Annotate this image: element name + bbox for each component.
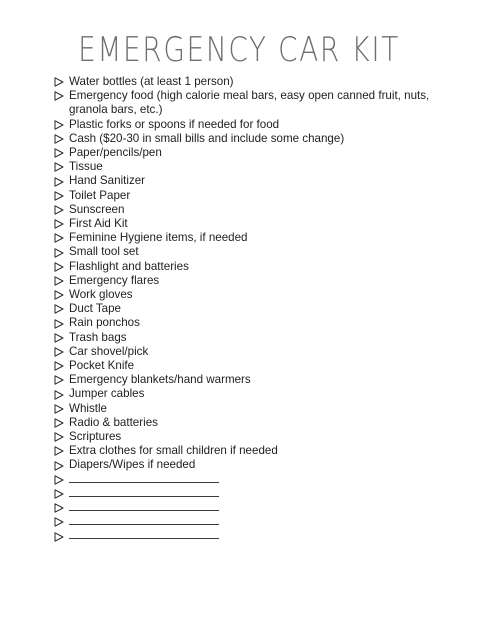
list-item [54,331,434,345]
blank-write-in-line[interactable] [69,501,219,511]
list-item-text: Work gloves [69,288,133,302]
list-item [54,231,434,245]
list-item [54,174,434,188]
list-item [54,189,434,203]
list-item-text: Scriptures [69,430,122,444]
triangle-bullet-icon [54,160,69,174]
triangle-bullet-icon [54,302,69,316]
triangle-bullet-icon [54,203,69,217]
triangle-bullet-icon [54,75,69,89]
list-item [54,359,434,373]
list-item [54,402,434,416]
triangle-bullet-icon [54,359,69,373]
list-item-text: Radio & batteries [69,415,158,429]
triangle-bullet-icon [54,174,69,188]
list-item [54,245,434,259]
blank-write-in-line[interactable] [69,515,219,525]
blank-list-item [54,473,434,487]
triangle-bullet-icon [54,416,69,430]
list-item-text: Emergency food (high calorie meal bars, easy open canned fruit, nuts, granola bars, etc.) [69,89,430,117]
triangle-bullet-icon [54,487,69,501]
list-item [54,75,434,89]
list-item [54,416,434,430]
triangle-bullet-icon [54,288,69,302]
triangle-bullet-icon [54,387,69,401]
list-item [54,373,434,387]
triangle-bullet-icon [54,373,69,387]
list-item [54,260,434,274]
list-item [54,430,434,444]
list-item [54,217,434,231]
triangle-bullet-icon [54,444,69,458]
list-item-text: Car shovel/pick [69,344,149,358]
triangle-bullet-icon [54,515,69,529]
page-title: EMERGENCY CAR KIT [78,30,400,70]
list-item-text: Flashlight and batteries [69,259,189,273]
list-item [54,316,434,330]
checklist [54,75,434,544]
blank-list-item [54,529,434,543]
list-item-text: Water bottles (at least 1 person) [69,75,234,88]
triangle-bullet-icon [54,402,69,416]
list-item-text: Emergency flares [69,273,160,287]
list-item-text: Whistle [69,401,108,415]
list-item-text: Plastic forks or spoons if needed for food [69,117,280,131]
list-item-text: Trash bags [69,330,127,344]
blank-list-item [54,487,434,501]
list-item [54,458,434,472]
blank-write-in-line[interactable] [69,487,219,497]
triangle-bullet-icon [54,189,69,203]
list-item [54,288,434,302]
list-item-text: Small tool set [69,245,139,259]
blank-list-item [54,501,434,515]
list-item [54,302,434,316]
list-item [54,118,434,132]
triangle-bullet-icon [54,458,69,472]
triangle-bullet-icon [54,231,69,245]
list-item [54,160,434,174]
list-item [54,203,434,217]
list-item-text: Diapers/Wipes if needed [69,458,196,472]
list-item [54,387,434,401]
list-item-text: Pocket Knife [69,359,135,373]
triangle-bullet-icon [54,132,69,146]
triangle-bullet-icon [54,118,69,132]
triangle-bullet-icon [54,345,69,359]
list-item [54,345,434,359]
blank-list-item [54,515,434,529]
triangle-bullet-icon [54,274,69,288]
list-item-text: Extra clothes for small children if needed [69,444,278,458]
triangle-bullet-icon [54,331,69,345]
list-item-text: Hand Sanitizer [69,174,146,188]
blank-write-in-line[interactable] [69,473,219,483]
triangle-bullet-icon [54,89,69,103]
triangle-bullet-icon [54,217,69,231]
list-item-text: Paper/pencils/pen [69,146,162,160]
triangle-bullet-icon [54,260,69,274]
list-item-text: Sunscreen [69,202,125,216]
blank-write-in-line[interactable] [69,529,219,539]
triangle-bullet-icon [54,146,69,160]
list-item [54,146,434,160]
list-item [54,274,434,288]
list-item [54,444,434,458]
list-item-text: Tissue [69,160,103,174]
list-item-text: First Aid Kit [69,217,128,231]
list-item-text: Jumper cables [69,387,145,401]
list-item-text: Emergency blankets/hand warmers [69,373,251,387]
list-item-text: Toilet Paper [69,188,131,202]
triangle-bullet-icon [54,473,69,487]
triangle-bullet-icon [54,316,69,330]
triangle-bullet-icon [54,529,69,543]
list-item [54,89,434,117]
triangle-bullet-icon [54,245,69,259]
list-item-text: Duct Tape [69,302,121,316]
list-item-text: Feminine Hygiene items, if needed [69,231,248,245]
triangle-bullet-icon [54,501,69,515]
list-item-text: Cash ($20-30 in small bills and include some change) [69,131,345,145]
list-item [54,132,434,146]
triangle-bullet-icon [54,430,69,444]
list-item-text: Rain ponchos [69,316,140,330]
